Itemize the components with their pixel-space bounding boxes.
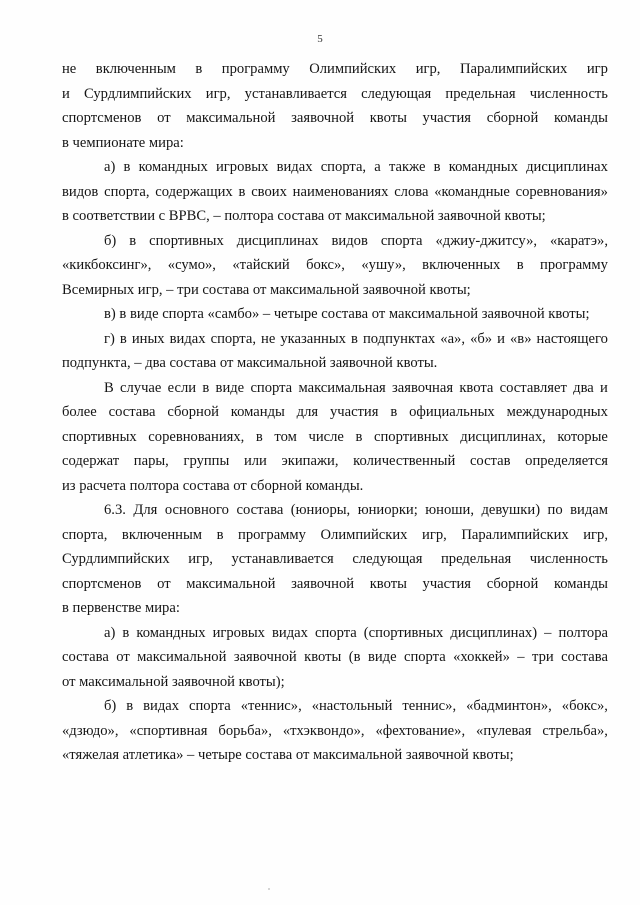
word: включенным	[121, 526, 203, 543]
word: включенных	[422, 257, 501, 273]
word: команды	[553, 110, 608, 126]
word: «а»,	[440, 330, 466, 347]
word: борьба»,	[218, 722, 272, 739]
word: видах	[143, 698, 180, 714]
word: заявочной	[291, 575, 355, 592]
word: если	[167, 379, 197, 396]
word: в	[129, 232, 137, 249]
text-line	[62, 327, 608, 352]
text-line	[62, 743, 608, 768]
text-line	[62, 596, 608, 621]
text-line	[62, 106, 608, 131]
word: в	[355, 428, 363, 445]
text-line	[62, 498, 608, 523]
word: соревнованиях,	[148, 428, 245, 445]
word: –	[544, 624, 552, 641]
word: заявочной	[233, 649, 297, 665]
word: команды	[230, 404, 285, 420]
word: заявочной	[291, 110, 355, 126]
word: группы	[183, 453, 230, 469]
document-body	[62, 57, 608, 768]
text-line	[62, 131, 608, 156]
word: спорта	[315, 624, 357, 641]
word: и	[62, 85, 70, 102]
line-text: от максимальной заявочной квоты);	[62, 673, 285, 690]
word: которые	[557, 428, 608, 445]
word: состава	[236, 502, 284, 518]
word: а)	[104, 159, 116, 175]
word: сборной	[167, 404, 219, 420]
line-text: в) в виде спорта «самбо» – четыре состава от максимальной заявочной квоты;	[104, 306, 590, 322]
line-text: в соответствии с ВРВС, – полтора состава от максимальной заявочной квоты;	[62, 208, 546, 224]
word: в	[202, 379, 210, 396]
word: игровых	[216, 159, 269, 175]
word: спорта	[380, 232, 423, 249]
text-line	[62, 645, 608, 670]
word: от	[116, 649, 130, 665]
word: устанавливается	[231, 551, 334, 567]
page-number: 5	[317, 33, 323, 45]
word: подпунктах	[362, 330, 436, 347]
word: спорта,	[320, 159, 367, 175]
word: а	[374, 159, 381, 175]
word: «дзюдо»,	[62, 722, 119, 739]
word: максимальной	[186, 110, 276, 126]
word: «джиу-джитсу»,	[435, 232, 538, 249]
text-line	[62, 180, 608, 205]
word: для	[296, 404, 319, 420]
word: заявочная	[392, 379, 454, 396]
word: видах	[272, 624, 308, 641]
word: и	[600, 379, 608, 396]
word: числе	[308, 428, 344, 445]
word: б)	[104, 232, 117, 249]
word: теннис»,	[402, 698, 457, 714]
word: в	[255, 428, 263, 445]
word: квоты	[304, 649, 342, 665]
word: квоты	[369, 110, 407, 126]
text-line	[62, 474, 608, 499]
word: состава	[561, 649, 608, 665]
word: бокс»,	[306, 257, 345, 273]
word: дисциплинах	[526, 159, 608, 175]
text-line	[62, 302, 608, 327]
word: составляет	[499, 379, 567, 396]
word: предельная	[445, 85, 516, 102]
word: спорта	[250, 379, 293, 396]
word: Сурдлимпийских	[83, 85, 192, 102]
word: своих	[251, 183, 287, 200]
word: программу	[221, 61, 290, 77]
word: максимальной	[186, 575, 276, 592]
scan-speck	[268, 888, 270, 890]
line-text: «тяжелая атлетика» – четыре состава от максимальной заявочной квоты;	[62, 747, 514, 763]
word: В	[104, 379, 114, 396]
text-line	[62, 57, 608, 82]
word: максимальной	[137, 649, 227, 665]
word: виде	[215, 379, 245, 396]
word: Для	[133, 502, 158, 518]
text-line	[62, 621, 608, 646]
word: дисциплинах	[236, 232, 319, 249]
word: в	[351, 330, 358, 347]
word: «бокс»,	[561, 698, 608, 714]
word: «тхэквондо»,	[282, 722, 365, 739]
word: спорта	[403, 649, 446, 665]
text-line	[62, 253, 608, 278]
text-line	[62, 278, 608, 303]
word: сборной	[486, 110, 539, 126]
word: спортсменов	[62, 110, 142, 126]
word: спортивных	[62, 428, 137, 445]
word: Паралимпийских	[461, 526, 569, 543]
word: в	[195, 61, 203, 77]
word: официальных	[409, 404, 495, 420]
word: Сурдлимпийских	[62, 551, 170, 567]
word: состава	[108, 404, 156, 420]
word: –	[517, 649, 525, 665]
word: Олимпийских	[320, 526, 408, 543]
word: сборной	[486, 575, 539, 592]
word: также	[388, 159, 426, 175]
word: указанных	[280, 330, 346, 347]
word: командных	[448, 159, 518, 175]
word: «тайский	[232, 257, 290, 273]
word: участия	[329, 404, 379, 420]
text-line	[62, 670, 608, 695]
word: участия	[422, 110, 472, 126]
text-line	[62, 523, 608, 548]
word: экипажи,	[281, 453, 339, 469]
word: Паралимпийских	[459, 61, 568, 77]
word: в	[216, 526, 224, 543]
word: более	[62, 404, 97, 420]
word: «ушу»,	[361, 257, 406, 273]
text-line	[62, 229, 608, 254]
word: численность	[529, 551, 608, 567]
word: устанавливается	[244, 85, 347, 102]
word: количественный	[353, 453, 456, 469]
word: настоящего	[536, 330, 608, 347]
text-line	[62, 82, 608, 107]
text-line	[62, 400, 608, 425]
word: игр,	[188, 551, 213, 567]
word: международных	[506, 404, 608, 420]
word: Олимпийских	[309, 61, 397, 77]
text-line	[62, 572, 608, 597]
word: не	[62, 61, 77, 77]
line-text: в чемпионате мира:	[62, 134, 184, 151]
word: не	[261, 330, 276, 347]
word: командных	[136, 624, 206, 641]
word: а)	[104, 624, 116, 641]
word: «б»	[470, 330, 493, 347]
word: девушки)	[481, 502, 541, 518]
word: иных	[131, 330, 165, 347]
word: (в	[348, 649, 361, 665]
word: юноши,	[425, 502, 474, 518]
word: «спортивная	[129, 722, 208, 739]
word: г)	[104, 330, 115, 347]
text-line	[62, 155, 608, 180]
text-line	[62, 719, 608, 744]
word: «в»	[510, 330, 532, 347]
word: видах	[169, 330, 206, 347]
word: «настольный	[311, 698, 393, 714]
word: спорта,	[104, 183, 150, 200]
word: игр	[586, 61, 608, 77]
word: б)	[104, 698, 117, 714]
word: квота	[459, 379, 494, 396]
line-text: Всемирных игр, – три состава от максимальной заявочной квоты;	[62, 281, 471, 298]
word: случае	[120, 379, 162, 396]
word: «хоккей»	[453, 649, 510, 665]
word: в	[126, 698, 134, 714]
word: от	[157, 575, 171, 592]
word: включенным	[95, 61, 176, 77]
word: «теннис»,	[240, 698, 302, 714]
word: видах	[276, 159, 313, 175]
word: игр,	[205, 85, 231, 102]
word: видов	[331, 232, 368, 249]
text-line	[62, 449, 608, 474]
word: «пулевая	[476, 722, 532, 739]
word: видов	[62, 183, 99, 200]
word: виде	[367, 649, 397, 665]
word: или	[243, 453, 267, 469]
word: спорта	[189, 698, 231, 714]
word: спортивных	[374, 428, 449, 445]
word: 6.3.	[104, 502, 126, 518]
word: наименованиях	[292, 183, 389, 200]
word: программу	[540, 257, 608, 273]
word: по	[547, 502, 563, 518]
word: видам	[570, 502, 608, 518]
text-line	[62, 547, 608, 572]
word: том	[274, 428, 297, 445]
word: игр,	[422, 526, 447, 543]
word: квоты	[369, 575, 407, 592]
word: игровых	[212, 624, 265, 641]
word: в	[122, 624, 130, 641]
word: следующая	[361, 85, 432, 102]
word: пары,	[133, 453, 169, 469]
word: и	[497, 330, 505, 347]
word: состав	[469, 453, 511, 469]
word: спорта,	[210, 330, 256, 347]
text-line	[62, 376, 608, 401]
word: в	[433, 159, 441, 175]
word: три	[532, 649, 554, 665]
line-text: подпункта, – два состава от максимальной заявочной квоты.	[62, 355, 438, 371]
word: командных	[138, 159, 208, 175]
word: предельная	[440, 551, 512, 567]
word: «командные	[434, 183, 510, 200]
word: участия	[422, 575, 472, 592]
word: «каратэ»,	[550, 232, 608, 249]
line-text: из расчета полтора состава от сборной команды.	[62, 477, 364, 494]
word: стрельба»,	[542, 722, 608, 739]
word: дисциплинах)	[450, 624, 538, 641]
word: спорта,	[62, 526, 108, 543]
word: «сумо»,	[167, 257, 216, 273]
word: юниорки;	[357, 502, 418, 518]
word: основного	[164, 502, 229, 518]
word: следующая	[352, 551, 423, 567]
text-line	[62, 425, 608, 450]
word: (юниоры,	[290, 502, 351, 518]
word: команды	[553, 575, 608, 592]
word: в	[119, 330, 127, 347]
word: спортсменов	[62, 575, 142, 592]
word: спортивных	[149, 232, 224, 249]
word: программу	[238, 526, 306, 543]
word: «кикбоксинг»,	[62, 257, 152, 273]
word: «фехтование»,	[375, 722, 466, 739]
word: игр,	[415, 61, 441, 77]
text-line	[62, 351, 608, 376]
line-text: в первенстве мира:	[62, 600, 180, 616]
word: в	[238, 183, 246, 200]
word: в	[390, 404, 398, 420]
word: состава	[62, 649, 109, 665]
word: «бадминтон»,	[466, 698, 552, 714]
word: два	[573, 379, 594, 396]
word: численность	[529, 85, 608, 102]
word: (спортивных	[363, 624, 444, 641]
word: в	[123, 159, 131, 175]
word: игр,	[583, 526, 608, 543]
word: максимальная	[298, 379, 386, 396]
text-line	[62, 694, 608, 719]
word: содержащих	[155, 183, 233, 200]
word: дисциплинах,	[460, 428, 546, 445]
word: содержат	[62, 453, 120, 469]
word: определяется	[525, 453, 608, 469]
text-line	[62, 204, 608, 229]
word: соревнования»	[515, 183, 608, 200]
word: слова	[394, 183, 429, 200]
word: от	[157, 110, 171, 126]
word: полтора	[558, 624, 608, 641]
word: в	[516, 257, 524, 273]
